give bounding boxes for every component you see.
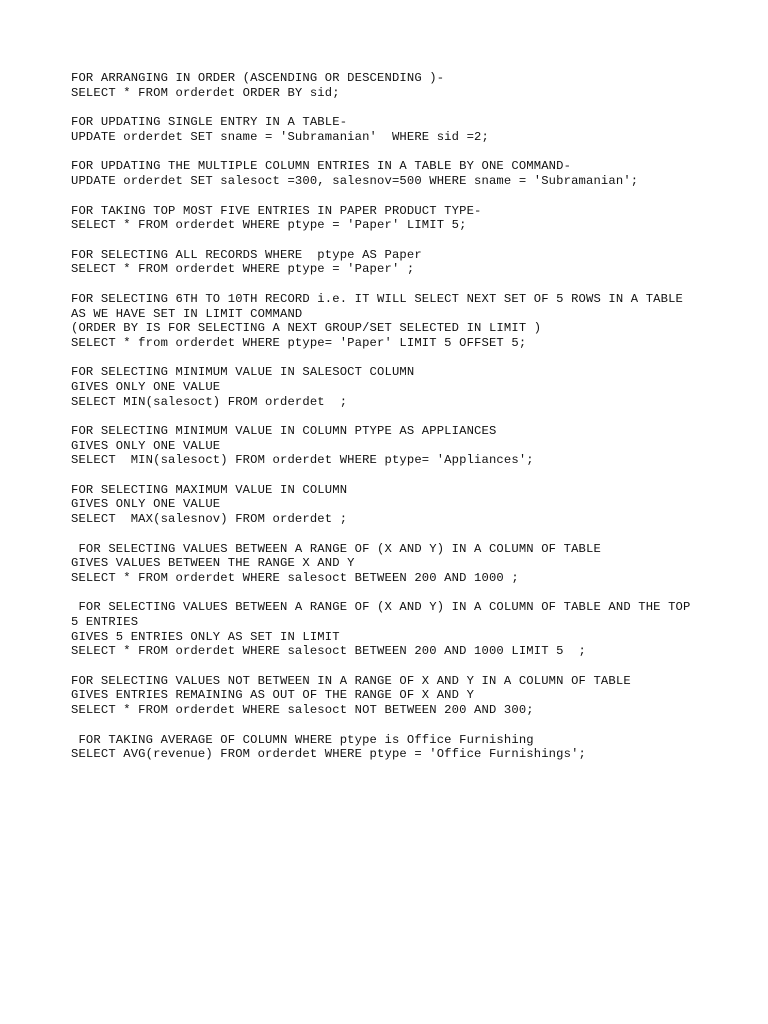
sql-statement: SELECT * FROM orderdet WHERE salesoct BETWEEN 200 AND 1000 ; [71, 570, 519, 585]
sql-statement: SELECT * FROM orderdet WHERE ptype = 'Paper' LIMIT 5; [71, 218, 467, 233]
text-block [71, 733, 751, 762]
description-line: GIVES ONLY ONE VALUE [71, 379, 221, 394]
document-page [71, 71, 751, 777]
sql-statement: SELECT AVG(revenue) FROM orderdet WHERE ptype = 'Office Furnishings'; [71, 747, 586, 762]
description-line: (ORDER BY IS FOR SELECTING A NEXT GROUP/SET SELECTED IN LIMIT ) [71, 321, 542, 336]
text-block [71, 600, 751, 658]
description-line: GIVES ONLY ONE VALUE [71, 497, 221, 512]
text-block [71, 71, 751, 100]
description-line: FOR UPDATING SINGLE ENTRY IN A TABLE- [71, 115, 348, 130]
description-line: GIVES VALUES BETWEEN THE RANGE X AND Y [71, 556, 355, 571]
text-block [71, 424, 751, 468]
description-line: FOR SELECTING VALUES NOT BETWEEN IN A RANGE OF X AND Y IN A COLUMN OF TABLE [71, 673, 631, 688]
description-line: FOR SELECTING VALUES BETWEEN A RANGE OF (X AND Y) IN A COLUMN OF TABLE AND THE TOP [71, 600, 691, 615]
sql-statement: UPDATE orderdet SET salesoct =300, salesnov=500 WHERE sname = 'Subramanian'; [71, 173, 639, 188]
text-block [71, 292, 751, 350]
sql-statement: SELECT MIN(salesoct) FROM orderdet WHERE ptype= 'Appliances'; [71, 453, 534, 468]
sql-statement: SELECT * FROM orderdet WHERE salesoct NOT BETWEEN 200 AND 300; [71, 703, 534, 717]
text-block [71, 674, 751, 718]
sql-statement: SELECT * from orderdet WHERE ptype= 'Paper' LIMIT 5 OFFSET 5; [71, 335, 527, 350]
text-block [71, 204, 751, 233]
sql-statement: UPDATE orderdet SET sname = 'Subramanian' WHERE sid =2; [71, 129, 489, 144]
description-line: FOR SELECTING 6TH TO 10TH RECORD i.e. IT WILL SELECT NEXT SET OF 5 ROWS IN A TABLE [71, 291, 684, 306]
description-line: GIVES ONLY ONE VALUE [71, 438, 221, 453]
description-line: FOR SELECTING MINIMUM VALUE IN COLUMN PTYPE AS APPLIANCES [71, 424, 497, 439]
description-line: FOR SELECTING MAXIMUM VALUE IN COLUMN [71, 482, 348, 497]
description-line: GIVES ENTRIES REMAINING AS OUT OF THE RANGE OF X AND Y [71, 688, 475, 703]
sql-statement: SELECT * FROM orderdet WHERE ptype = 'Paper' ; [71, 262, 415, 277]
description-line: FOR SELECTING VALUES BETWEEN A RANGE OF (X AND Y) IN A COLUMN OF TABLE [71, 541, 601, 556]
description-line: AS WE HAVE SET IN LIMIT COMMAND [71, 306, 303, 321]
description-line: GIVES 5 ENTRIES ONLY AS SET IN LIMIT [71, 629, 340, 644]
sql-statement: SELECT MIN(salesoct) FROM orderdet ; [71, 394, 348, 409]
description-line: FOR TAKING TOP MOST FIVE ENTRIES IN PAPER PRODUCT TYPE- [71, 203, 482, 218]
sql-statement: SELECT * FROM orderdet WHERE salesoct BETWEEN 200 AND 1000 LIMIT 5 ; [71, 644, 586, 659]
text-block [71, 248, 751, 277]
text-block [71, 542, 751, 586]
description-line: FOR TAKING AVERAGE OF COLUMN WHERE ptype is Office Furnishing [71, 732, 534, 747]
description-line: FOR SELECTING MINIMUM VALUE IN SALESOCT COLUMN [71, 365, 415, 380]
text-block [71, 483, 751, 527]
description-line: 5 ENTRIES [71, 615, 139, 630]
text-block [71, 159, 751, 188]
sql-statement: SELECT * FROM orderdet ORDER BY sid; [71, 85, 340, 100]
description-line: FOR UPDATING THE MULTIPLE COLUMN ENTRIES IN A TABLE BY ONE COMMAND- [71, 159, 572, 174]
description-line: FOR SELECTING ALL RECORDS WHERE ptype AS Paper [71, 247, 422, 262]
text-block [71, 365, 751, 409]
sql-statement: SELECT MAX(salesnov) FROM orderdet ; [71, 512, 348, 527]
text-block [71, 115, 751, 144]
description-line: FOR ARRANGING IN ORDER (ASCENDING OR DESCENDING )- [71, 71, 445, 85]
